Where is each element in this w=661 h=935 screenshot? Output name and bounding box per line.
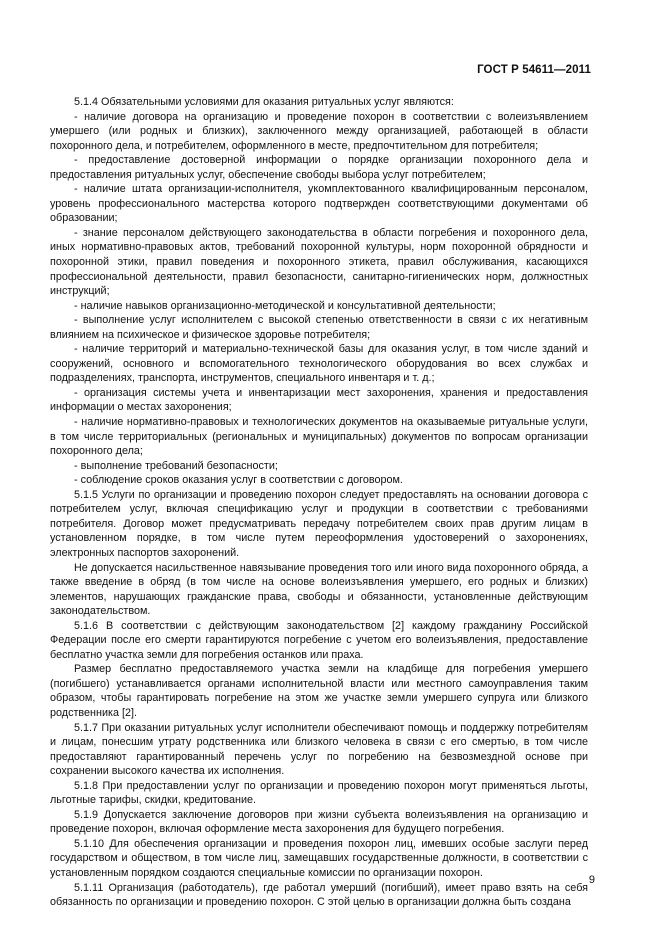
list-item: - наличие штата организации-исполнителя, укомплектованного квалифицированным персоналом, уровень профессионального мастерства которого подтвержден соответствующими документами об образовании; (50, 183, 588, 225)
page-number: 9 (588, 874, 595, 886)
list-item: - предоставление достоверной информации о порядке организации похоронного дела и предоставления ритуальных услуг, обеспечение свободы выбора услуг потребителем; (50, 154, 588, 181)
list-item: - соблюдение сроков оказания услуг в соответствии с договором. (74, 474, 403, 487)
paragraph: 5.1.8 При предоставлении услуг по организации и проведению похорон могут применяться льготы, льготные тарифы, скидки, кредитование. (50, 779, 588, 807)
paragraph: Не допускается насильственное навязывание проведения того или иного вида похоронного обряда, а также введение в обряд (в том числе на основе волеизъявления умершего, его родных и близких) элементов, нарушающих гражданские права, свободы и обязанности, установленные действующим законодательством. (50, 561, 588, 618)
paragraph: 5.1.6 В соответствии с действующим законодательством [2] каждому гражданину Российской Федерации после его смерти гарантируются погребение с учетом его волеизъявления, предоставление бесплатно участка земли для погребения останков или праха. (50, 619, 588, 661)
paragraph: 5.1.11 Организация (работодатель), где работал умерший (погибший), имеет право взять на себя обязанность по организации и проведению похорон. С этой целью в организации должна быть создана (50, 881, 588, 909)
standard-code-header: ГОСТ Р 54611—2011 (477, 64, 591, 76)
paragraph: 5.1.10 Для обеспечения организации и проведения похорон лиц, имевших особые заслуги перед государством и обществом, в том числе лиц, замещавших государственные должности, в соответствии с установленным порядком создаются специальные комиссии по организации похорон. (50, 837, 588, 879)
paragraph: 5.1.4 Обязательными условиями для оказания ритуальных услуг являются: (74, 96, 454, 108)
list-item: - наличие нормативно-правовых и технологических документов на оказываемые ритуальные услуги, в том числе территориальных (региональных и муниципальных) документов по вопросам организации похоронного дела; (50, 416, 588, 458)
list-item: - выполнение услуг исполнителем с высокой степенью ответственности в связи с их негативным влиянием на психическое и физическое здоровье потребителя; (50, 314, 588, 341)
paragraph: Размер бесплатно предоставляемого участка земли на кладбище для погребения умершего (погибшего) устанавливается органами исполнительной власти или местного самоуправления таким образом, чтобы гарантировать погребение на этом же участке земли умершего супруга или близкого родственника [2]. (50, 663, 588, 719)
paragraph: 5.1.9 Допускается заключение договоров при жизни субъекта волеизъявления на организацию и проведение похорон, включая оформление места захоронения для будущего погребения. (50, 808, 588, 836)
paragraph: 5.1.5 Услуги по организации и проведению похорон следует предоставлять на основании договора с потребителем услуг, включая спецификацию услуг и продукции в соответствии с требованиями потребителя. Договор может предусматривать передачу потребителем своих прав другим лицам в установленном порядке, в том числе путем переоформления удостоверений о захоронениях, электронных паспортов захоронений. (50, 488, 588, 559)
list-item: - выполнение требований безопасности; (74, 459, 278, 472)
list-item: - наличие территорий и материально-технической базы для оказания услуг, в том числе зданий и сооружений, основного и вспомогательного технологического оборудования во всех службах и подразделениях, транспорта, инструментов, специального инвентаря и т. д.; (50, 343, 588, 385)
document-body (50, 95, 588, 910)
list-item: - организация системы учета и инвентаризации мест захоронения, хранения и предоставления информации о местах захоронения; (50, 386, 588, 414)
paragraph: 5.1.7 При оказании ритуальных услуг исполнители обеспечивают помощь и поддержку потребителям и лицам, понесшим утрату родственника или близкого человека в связи с его смертью, в том числе предоставляют гарантированный перечень услуг по погребению на безвозмездной основе при сохранении высокого качества их исполнения. (50, 721, 588, 778)
list-item: - знание персоналом действующего законодательства в области погребения и похоронного дела, иных нормативно-правовых актов, требований похоронной культуры, норм похоронной обрядности и похоронной этики, правил поведения и похоронного этикета, правил обслуживания, касающихся профессиональной деятельности, правил безопасности, санитарно-гигиенических норм, должностных инструкций; (50, 226, 588, 298)
list-item: - наличие договора на организацию и проведение похорон в соответствии с волеизъявлением умершего (или родных и близких), заключенного между организацией, работающей в области похоронного дела, и потребителем, оформленного в месте, предпочтительном для потребителя; (50, 110, 588, 152)
list-item: - наличие навыков организационно-методической и консультативной деятельности; (74, 299, 496, 312)
